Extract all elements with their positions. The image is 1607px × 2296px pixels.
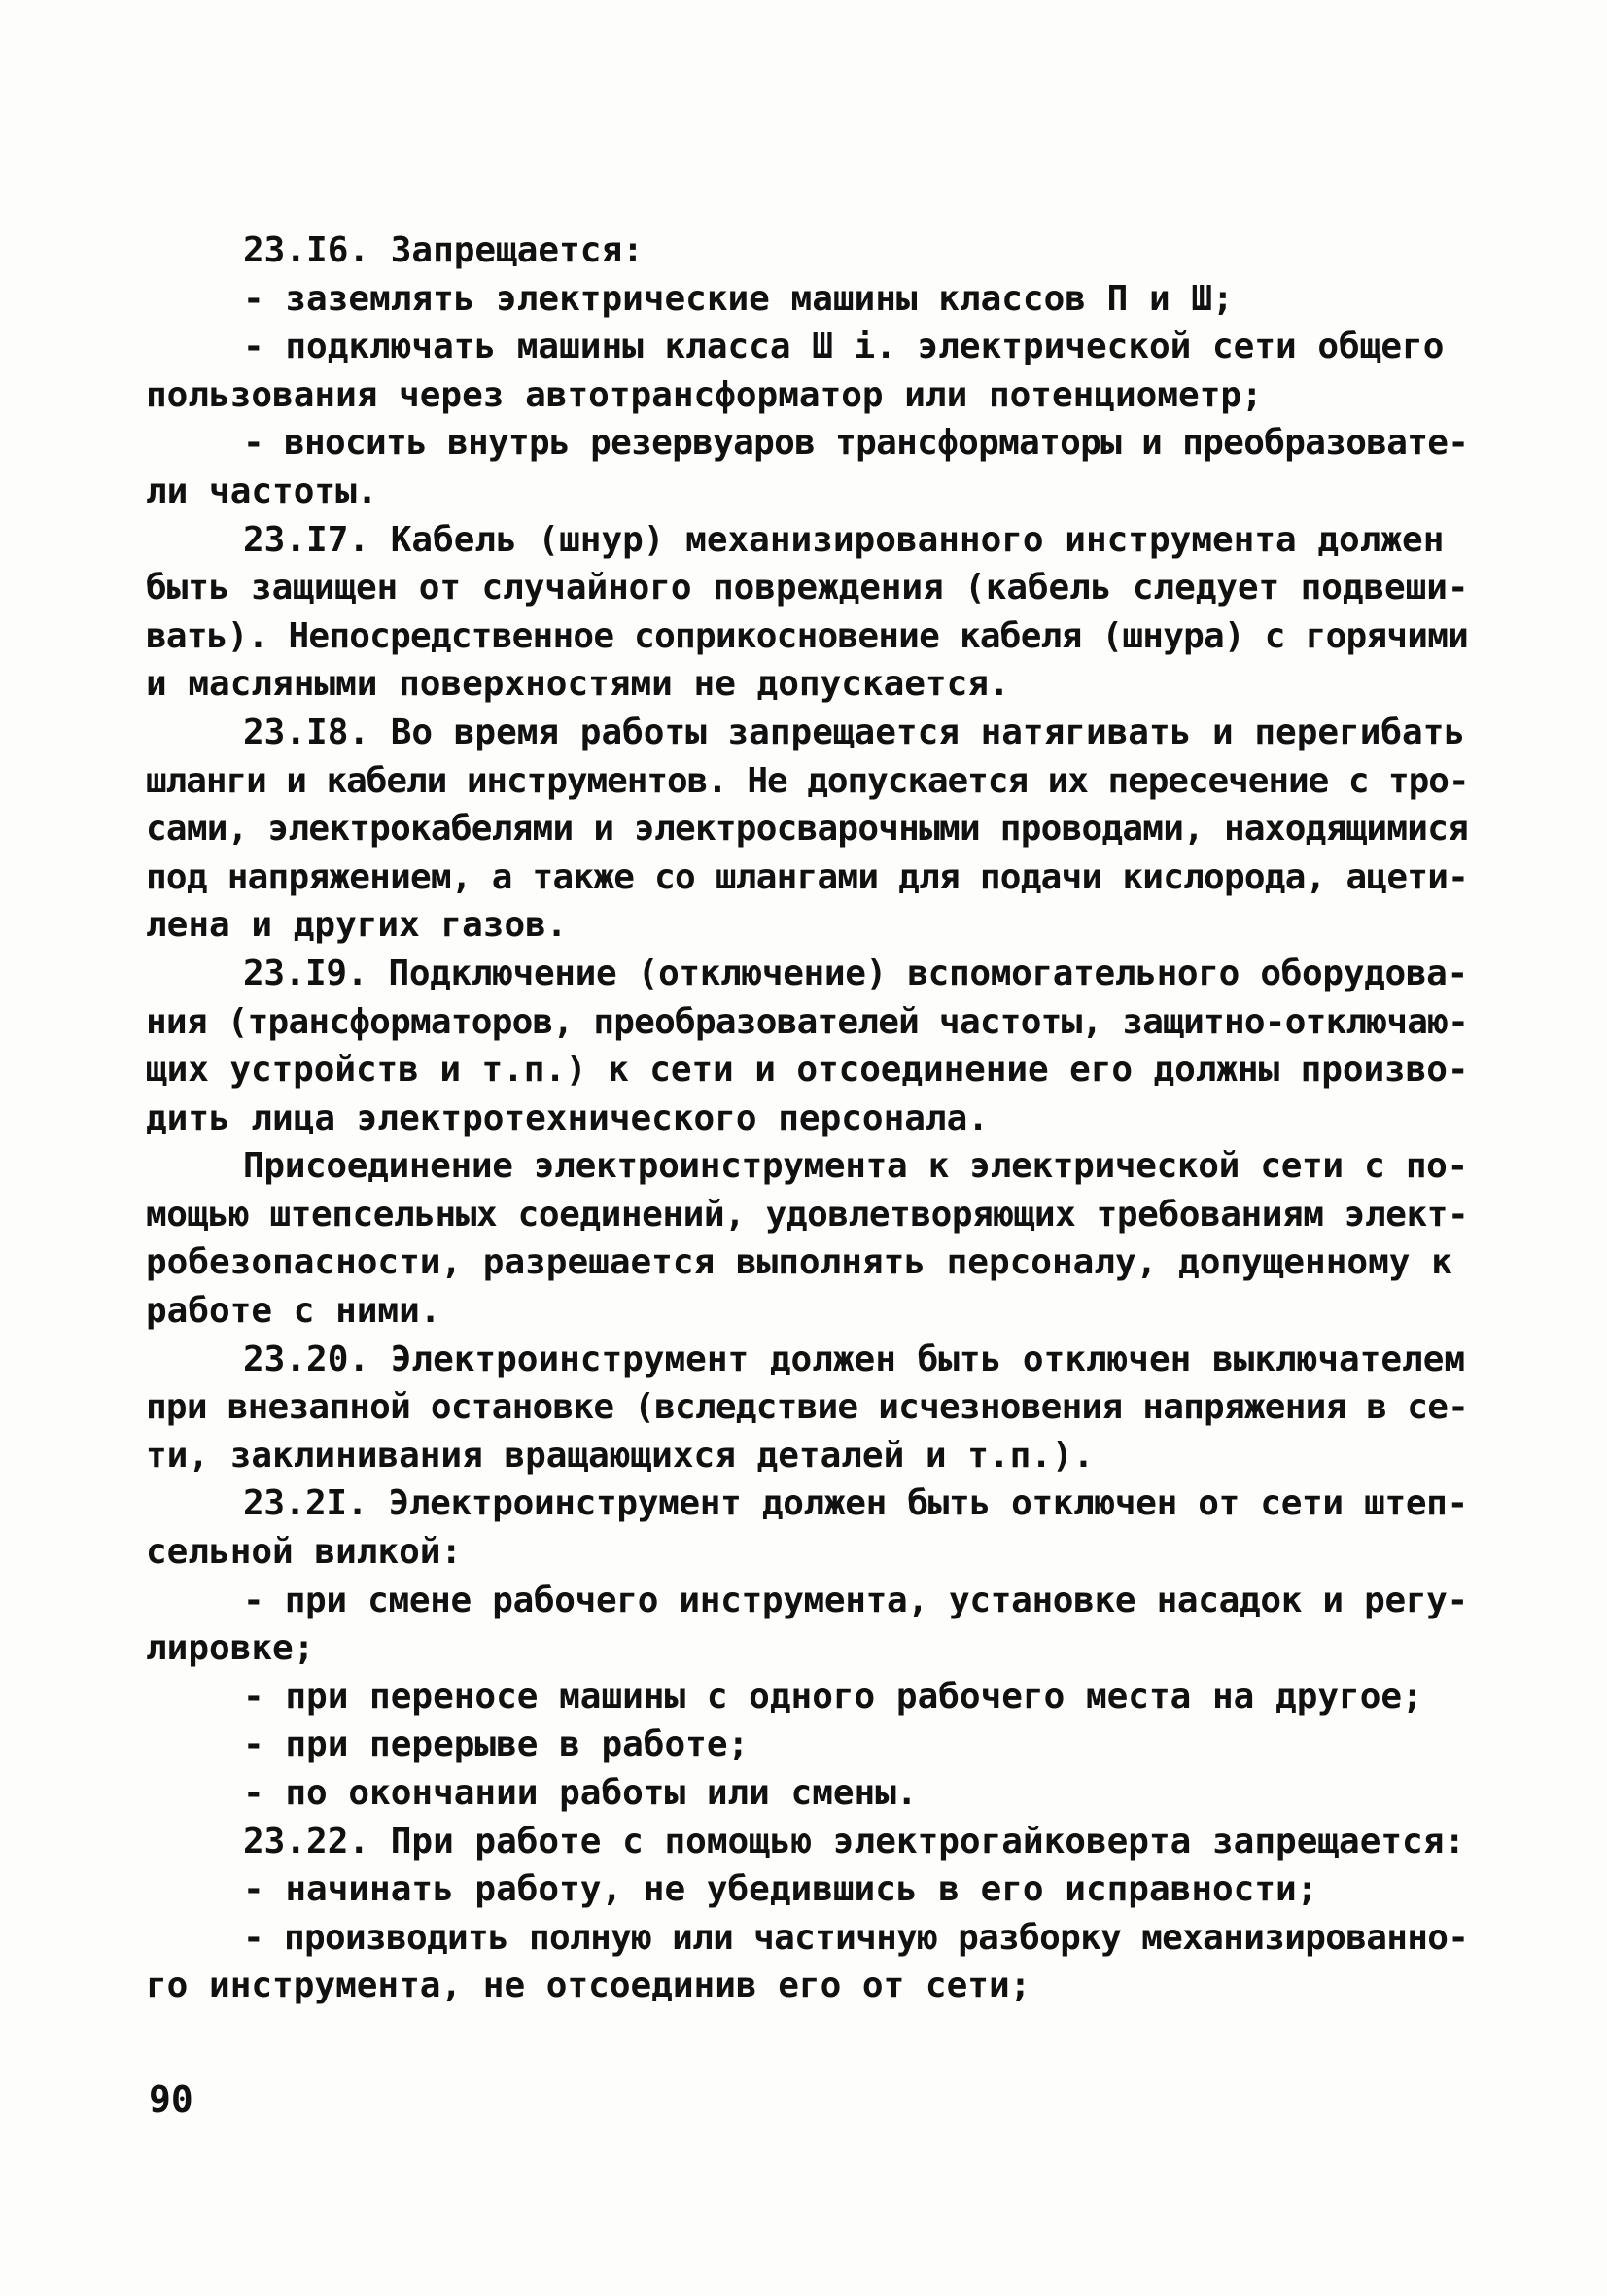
text-line: - начинать работу, не убедившись в его исправности; [243, 1869, 1318, 1910]
text-line: - вносить внутрь резервуаров трансформаторы и преобразовате- [243, 423, 1469, 464]
text-line: дить лица электротехнического персонала. [146, 1097, 989, 1138]
text-line: под напряжением, а также со шлангами для подачи кислорода, ацети- [146, 856, 1469, 897]
text-line: ния (трансформаторов, преобразователей частоты, защитно-отключаю- [146, 1001, 1469, 1042]
text-line: - при смене рабочего инструмента, установке насадок и регу- [243, 1580, 1468, 1620]
text-line: 23.2I. Электроинструмент должен быть отключен от сети штеп- [243, 1483, 1468, 1524]
text-line: 23.20. Электроинструмент должен быть отключен выключателем [243, 1339, 1466, 1379]
text-line: Присоединение электроинструмента к электрической сети с по- [243, 1146, 1468, 1187]
page-number: 90 [149, 2078, 193, 2121]
text-line: сами, электрокабелями и электросварочными проводами, находящимися [146, 809, 1469, 850]
text-line: пользования через автотрансформатор или потенциометр; [146, 374, 1263, 415]
text-line: ти, заклинивания вращающихся деталей и т.п.). [146, 1435, 1095, 1476]
text-line: сельной вилкой: [146, 1532, 463, 1573]
text-line: - при перерыве в работе; [243, 1724, 750, 1765]
text-line: быть защищен от случайного повреждения (кабель следует подвеши- [146, 568, 1469, 609]
text-line: робезопасности, разрешается выполнять персоналу, допущенному к [146, 1242, 1452, 1283]
body-text [146, 226, 1468, 2010]
text-line: шланги и кабели инструментов. Не допускается их пересечение с тро- [146, 760, 1469, 801]
text-line: мощью штепсельных соединений, удовлетворяющих требованиям элект- [146, 1194, 1469, 1235]
text-line: 23.I7. Кабель (шнур) механизированного инструмента должен [243, 519, 1445, 560]
text-line: при внезапной остановке (вследствие исчезновения напряжения в се- [146, 1387, 1469, 1428]
text-line: - по окончании работы или смены. [243, 1773, 918, 1813]
text-line: 23.I8. Во время работы запрещается натягивать и перегибать [243, 712, 1466, 752]
text-line: го инструмента, не отсоединив его от сети; [146, 1966, 1031, 2006]
text-line: щих устройств и т.п.) к сети и отсоединение его должны произво- [146, 1050, 1469, 1091]
text-line: лировке; [146, 1628, 315, 1669]
text-line: ли частоты. [146, 470, 378, 511]
text-line: - производить полную или частичную разборку механизированно- [243, 1917, 1469, 1958]
text-line: лена и других газов. [146, 905, 568, 946]
text-line: 23.I6. Запрещается: [243, 230, 644, 270]
text-line: - при переносе машины с одного рабочего места на другое; [243, 1676, 1423, 1717]
text-line: - заземлять электрические машины классов П и Ш; [243, 278, 1234, 319]
text-line: 23.I9. Подключение (отключение) вспомогательного оборудова- [243, 953, 1468, 993]
text-line: работе с ними. [146, 1291, 441, 1332]
text-line: и масляными поверхностями не допускается. [146, 664, 1010, 705]
text-line: 23.22. При работе с помощью электрогайковерта запрещается: [243, 1821, 1466, 1861]
text-line: вать). Непосредственное соприкосновение кабеля (шнура) с горячими [146, 615, 1469, 656]
text-line: - подключать машины класса Ш i. электрической сети общего [243, 327, 1445, 367]
